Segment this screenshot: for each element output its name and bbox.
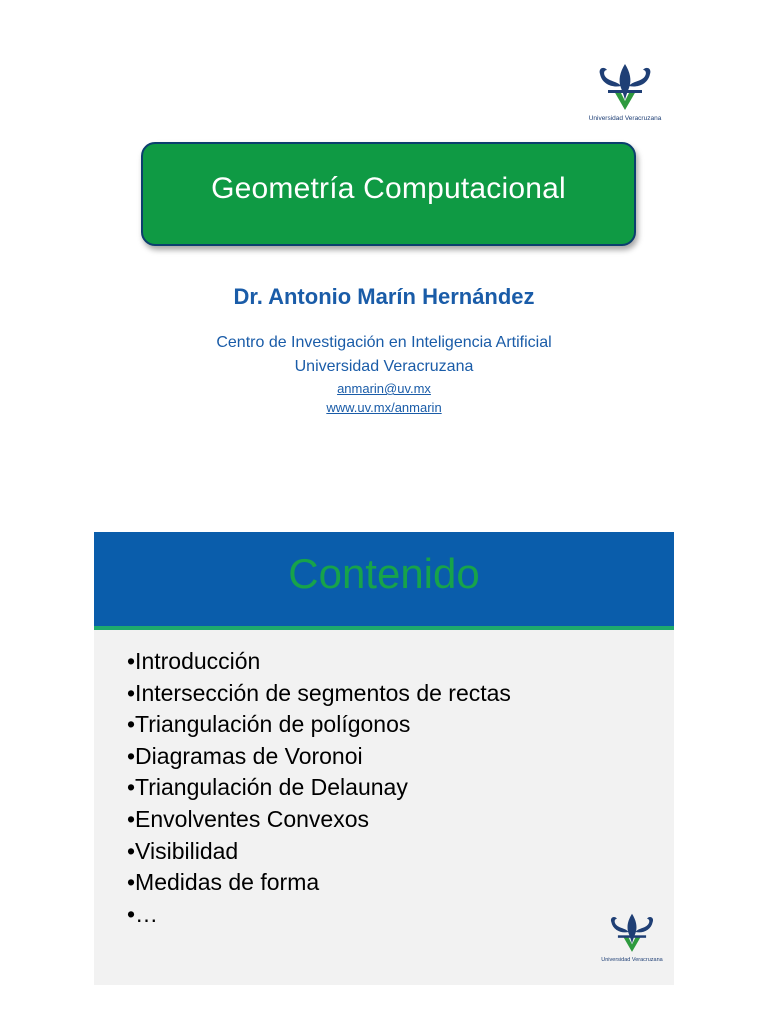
title-slide: [0, 0, 768, 470]
list-item: •…: [127, 900, 159, 927]
contents-heading: Contenido: [288, 550, 480, 597]
list-item: •Medidas de forma: [127, 869, 320, 896]
list-item: •Visibilidad: [127, 837, 239, 864]
header-divider: [94, 626, 674, 630]
contents-list: [127, 646, 511, 930]
university-logo-small: [592, 910, 672, 963]
institution-name: Centro de Investigación en Inteligencia Artificial: [216, 334, 552, 351]
list-item: •Triangulación de Delaunay: [127, 774, 408, 801]
author-name: Dr. Antonio Marín Hernández: [233, 284, 535, 309]
university-logo: [575, 60, 675, 122]
fleur-de-lis-icon: [603, 910, 661, 954]
email-link[interactable]: anmarin@uv.mx: [337, 381, 431, 396]
title-box: [141, 142, 636, 246]
website-link[interactable]: www.uv.mx/anmarin: [326, 400, 442, 415]
logo-caption: Universidad Veracruzana: [601, 957, 663, 963]
list-item: •Triangulación de polígonos: [127, 711, 411, 738]
contents-header-band: [94, 532, 674, 626]
list-item: •Introducción: [127, 648, 261, 674]
fleur-de-lis-icon: [590, 60, 660, 112]
list-item: •Intersección de segmentos de rectas: [127, 679, 511, 706]
list-item: •Envolventes Convexos: [127, 805, 370, 832]
logo-caption: Universidad Veracruzana: [588, 115, 662, 122]
university-name: Universidad Veracruzana: [294, 358, 474, 375]
presentation-title: Geometría Computacional: [211, 172, 566, 205]
list-item: •Diagramas de Voronoi: [127, 742, 363, 769]
contents-slide: [94, 532, 674, 985]
